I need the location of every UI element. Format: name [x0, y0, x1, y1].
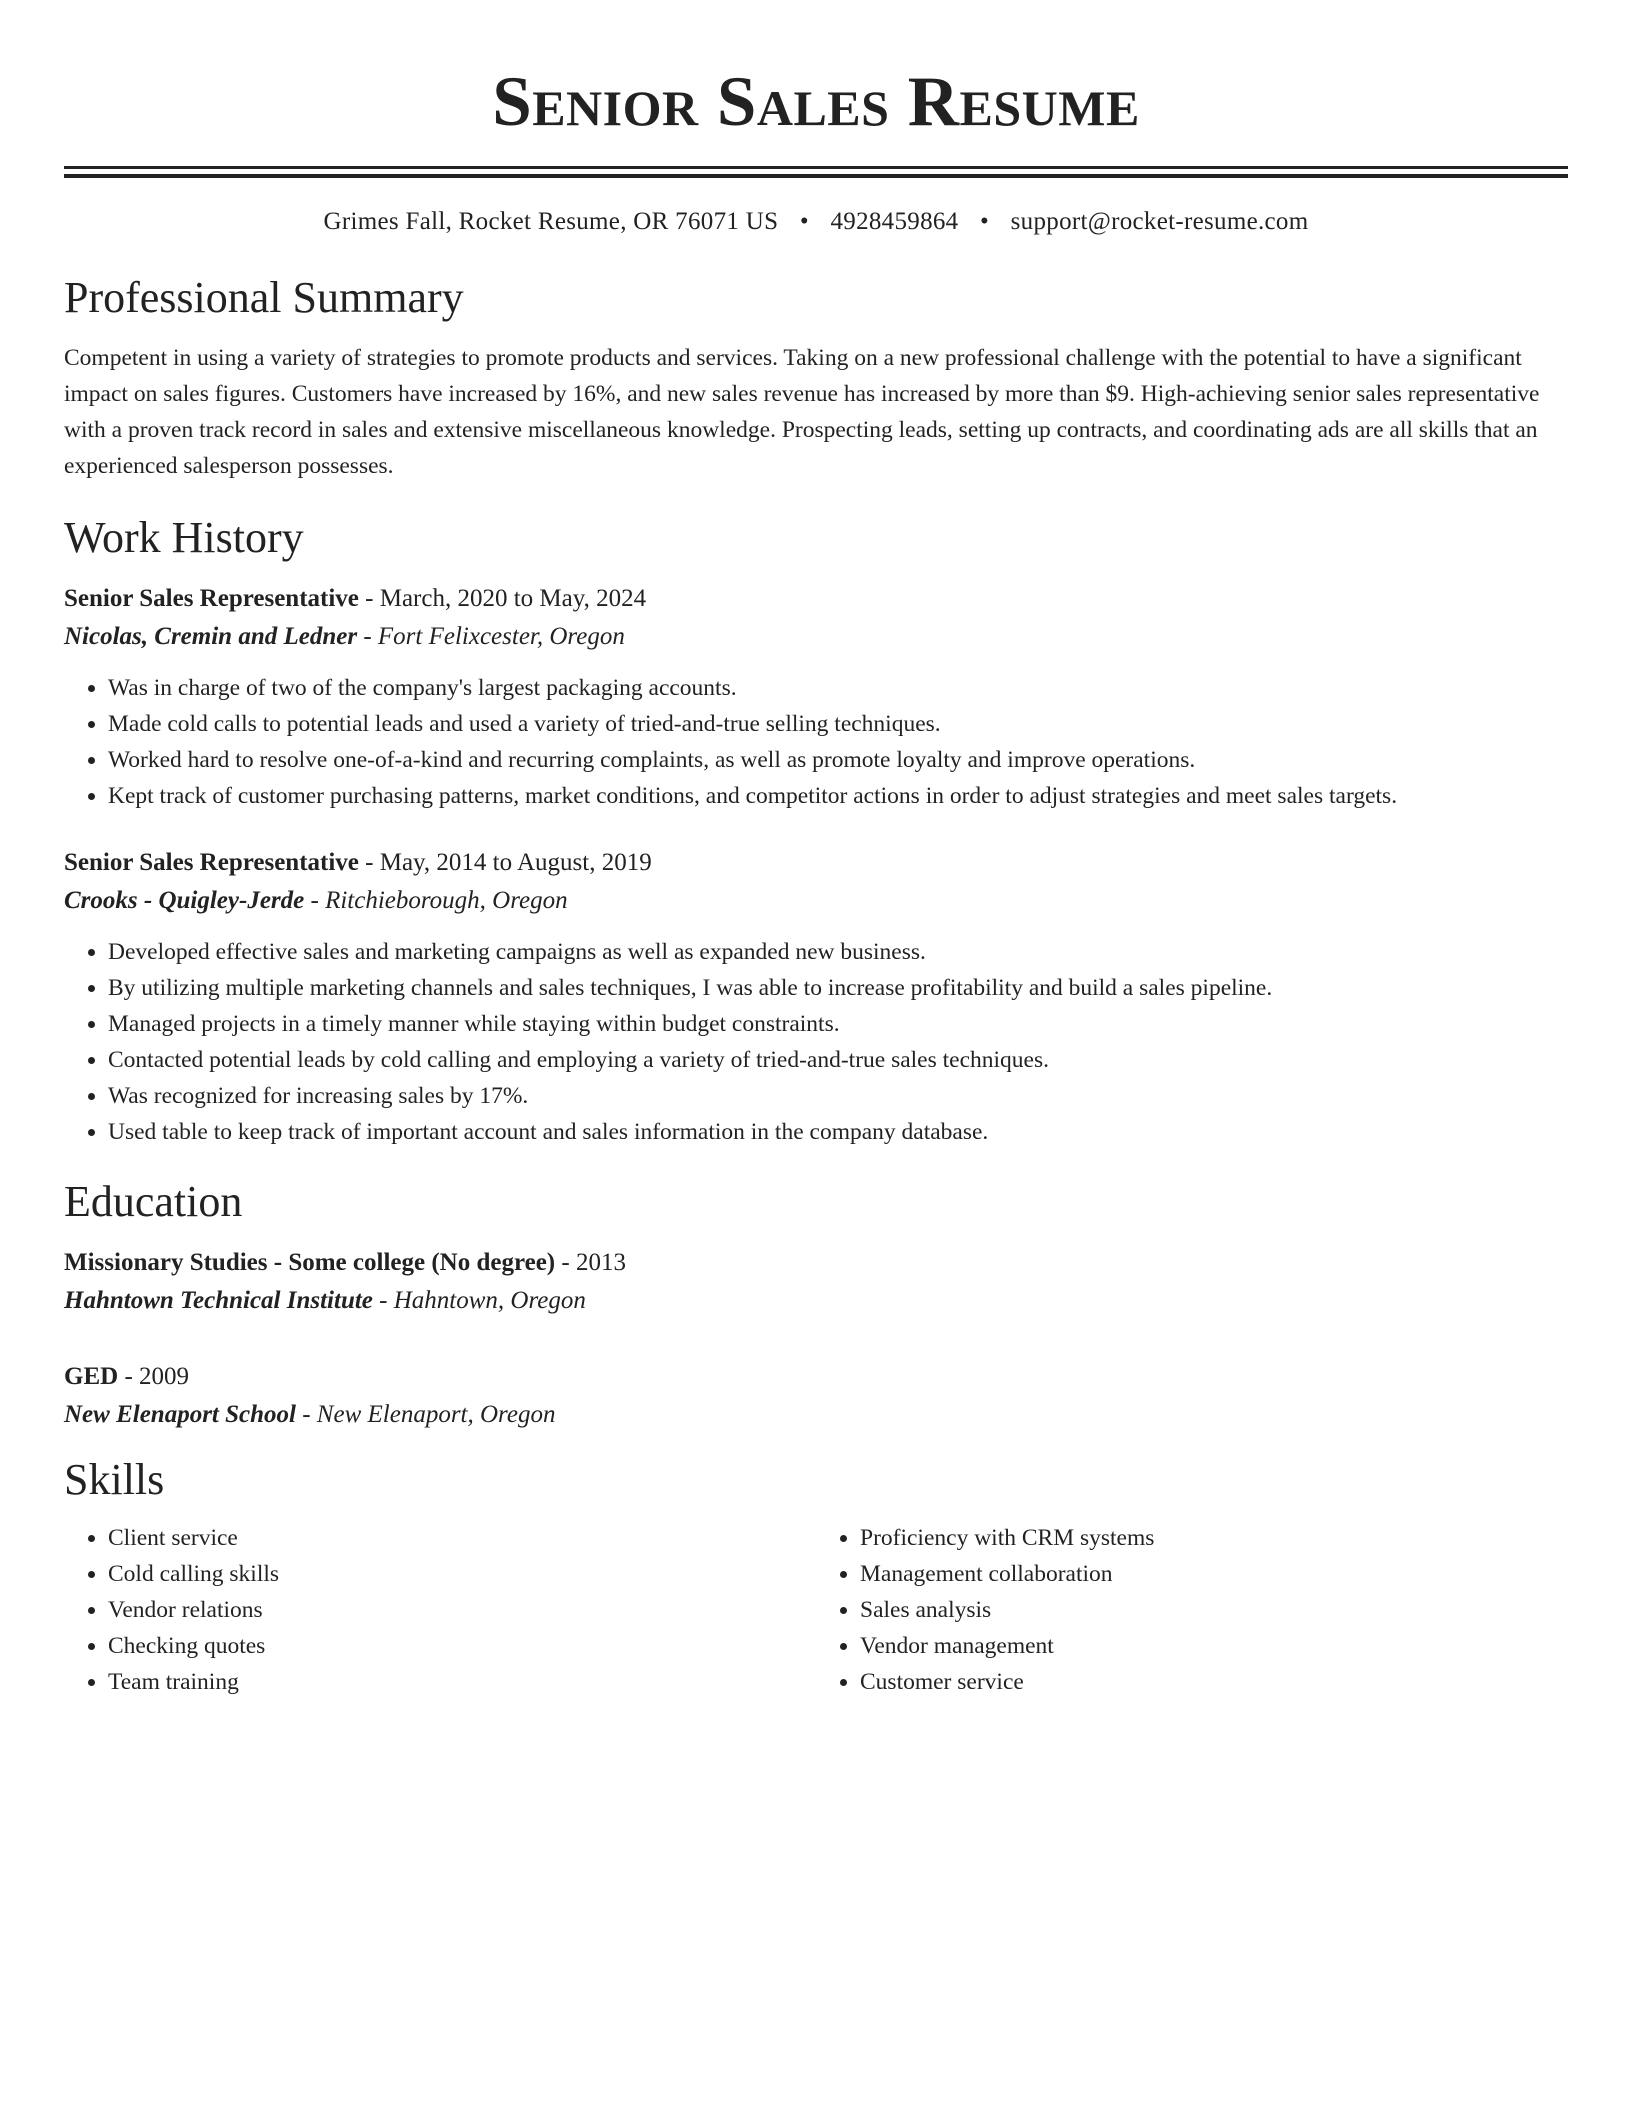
job-role: Senior Sales Representative [64, 585, 359, 612]
job-dates: - May, 2014 to August, 2019 [358, 849, 652, 876]
list-item: • Kept track of customer purchasing patterns, market conditions, and competitor actions in order to adjust strategies and meet sales targets. [108, 778, 1568, 814]
section-title-summary: Professional Summary [64, 273, 464, 322]
contact-address: Grimes Fall, Rocket Resume, OR 76071 US [323, 208, 779, 235]
skills-list-right [816, 1520, 1568, 1700]
list-item: • Was in charge of two of the company's largest packaging accounts. [108, 670, 1568, 706]
list-item: • Developed effective sales and marketing campaigns as well as expanded new business. [108, 934, 1568, 970]
job-company: Crooks - Quigley-Jerde [64, 887, 305, 914]
job-dates: - March, 2020 to May, 2024 [358, 585, 647, 612]
resume-title: Senior Sales Resume [492, 63, 1140, 141]
job-location: - Ritchieborough, Oregon [304, 887, 568, 914]
job-role: Senior Sales Representative [64, 849, 359, 876]
skill-item: • Customer service [860, 1664, 1568, 1700]
list-item: • By utilizing multiple marketing channels and sales techniques, I was able to increase profitability and build a sales pipeline. [108, 970, 1568, 1006]
skill-item: • Proficiency with CRM systems [860, 1520, 1568, 1556]
skills-section [64, 1454, 1568, 1700]
list-item: • Managed projects in a timely manner while staying within budget constraints. [108, 1006, 1568, 1042]
education-school-line [64, 1396, 1568, 1434]
job-location: - Fort Felixcester, Oregon [357, 623, 625, 650]
education-school: Hahntown Technical Institute [64, 1287, 373, 1314]
contact-line [64, 206, 1568, 238]
job-bullets [64, 934, 1568, 1150]
job-title-line [64, 844, 1568, 882]
skill-item: • Sales analysis [860, 1592, 1568, 1628]
skill-item: • Vendor management [860, 1628, 1568, 1664]
summary-text: Competent in using a variety of strategies to promote products and services. Taking on a new professional challenge with the potential to have a significant impact on sales figures. Customers have increased by 16%, and new sales revenue has increased by more than $9. High-achieving senior sales representative with a proven track record in sales and extensive miscellaneous knowledge. Prospecting leads, setting up contracts, and coordinating ads are all skills that an experienced salesperson possesses. [64, 345, 1540, 479]
list-item: • Made cold calls to potential leads and used a variety of tried-and-true selling techniques. [108, 706, 1568, 742]
job-company-line [64, 882, 1568, 920]
skill-item: • Team training [108, 1664, 816, 1700]
job-company: Nicolas, Cremin and Ledner [64, 623, 358, 650]
education-degree-line [64, 1244, 1568, 1282]
title-divider [64, 166, 1568, 178]
list-item: • Used table to keep track of important account and sales information in the company database. [108, 1114, 1568, 1150]
contact-email[interactable]: support@rocket-resume.com [1010, 208, 1309, 235]
education-section [64, 1176, 1568, 1434]
list-item: • Was recognized for increasing sales by 17%. [108, 1078, 1568, 1114]
contact-separator: • [980, 208, 990, 235]
job-entry [64, 844, 1568, 1150]
education-degree: Missionary Studies - Some college (No degree) [64, 1249, 556, 1276]
skill-item: • Vendor relations [108, 1592, 816, 1628]
education-school: New Elenaport School [64, 1401, 296, 1428]
list-item: • Worked hard to resolve one-of-a-kind and recurring complaints, as well as promote loyalty and improve operations. [108, 742, 1568, 778]
education-school-line [64, 1282, 1568, 1320]
section-title-education: Education [64, 1177, 243, 1226]
job-title-line [64, 580, 1568, 618]
section-title-skills: Skills [64, 1455, 165, 1504]
education-degree: GED [64, 1363, 119, 1390]
professional-summary-section [64, 272, 1568, 484]
list-item: • Contacted potential leads by cold calling and employing a variety of tried-and-true sales techniques. [108, 1042, 1568, 1078]
skills-columns [64, 1520, 1568, 1700]
job-company-line [64, 618, 1568, 656]
skill-item: • Cold calling skills [108, 1556, 816, 1592]
job-entry [64, 580, 1568, 814]
work-history-section [64, 512, 1568, 1150]
education-entry [64, 1358, 1568, 1434]
job-bullets [64, 670, 1568, 814]
education-year: - 2009 [118, 1363, 190, 1390]
skill-item: • Checking quotes [108, 1628, 816, 1664]
education-year: - 2013 [555, 1249, 626, 1276]
section-title-work: Work History [64, 513, 304, 562]
contact-phone: 4928459864 [830, 208, 959, 235]
education-degree-line [64, 1358, 1568, 1396]
skill-item: • Management collaboration [860, 1556, 1568, 1592]
education-location: - New Elenaport, Oregon [295, 1401, 556, 1428]
education-location: - Hahntown, Oregon [372, 1287, 586, 1314]
contact-separator: • [799, 208, 809, 235]
skills-list-left [64, 1520, 816, 1700]
skill-item: • Client service [108, 1520, 816, 1556]
education-entry [64, 1244, 1568, 1320]
